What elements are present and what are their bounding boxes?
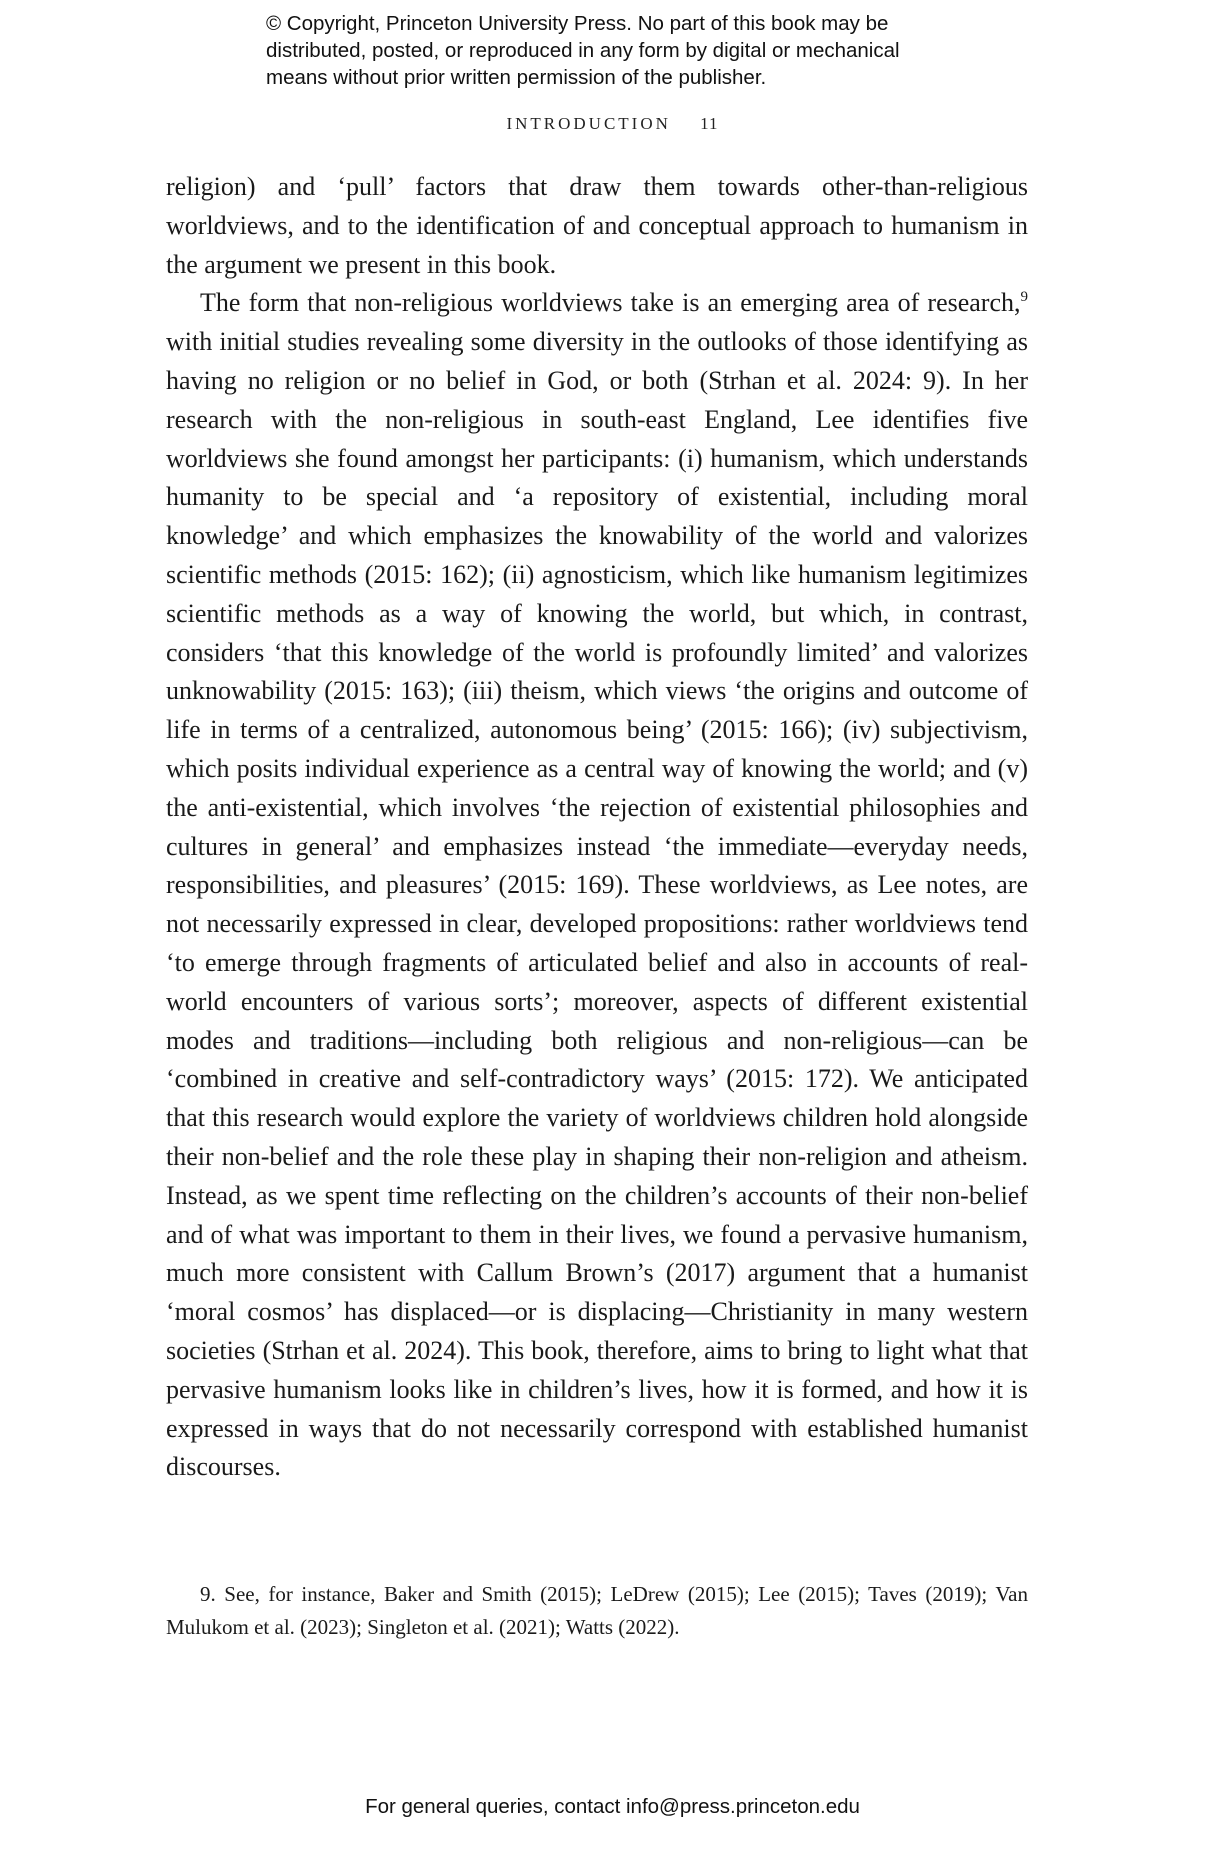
paragraph-text: The form that non-religious worldviews take is an emerging area of research, — [200, 288, 1021, 318]
running-head-title: INTRODUCTION — [506, 114, 671, 133]
paragraph: religion) and ‘pull’ factors that draw them towards other-than-religious worldviews, and to the identification of and conceptual approach to humanism in the argument we present in this book. — [166, 172, 1028, 279]
footnote: 9. See, for instance, Baker and Smith (2015); LeDrew (2015); Lee (2015); Taves (2019); Van Mulukom et al. (2023); Singleton et al. (2021); Watts (2022). — [166, 1582, 1028, 1639]
page-number: 11 — [700, 114, 719, 133]
copyright-line: distributed, posted, or reproduced in any form by digital or mechanical — [266, 39, 900, 62]
copyright-line: © Copyright, Princeton University Press. No part of this book may be — [266, 12, 889, 35]
running-head — [0, 114, 1225, 134]
body-text — [166, 168, 1028, 1487]
paragraph — [166, 284, 1028, 1487]
footnote-reference[interactable]: 9 — [1020, 289, 1028, 306]
copyright-line: means without prior written permission of the publisher. — [266, 66, 767, 89]
footer-contact: For general queries, contact info@press.princeton.edu — [365, 1795, 860, 1818]
copyright-notice — [266, 10, 1026, 91]
paragraph-text: with initial studies revealing some diversity in the outlooks of those identifying as having no religion or no belief in God, or both (Strhan et al. 2024: 9). In her research with the non-religious in south-east England, Lee identifies five worldviews she found amongst her participants: (i) humanism, which understands humanity to be special and ‘a repository of existential, including moral knowledge’ and which emphasizes the knowability of the world and valorizes scientific methods (2015: 162); (ii) agnosticism, which like humanism legitimizes scientific methods as a way of knowing the world, but which, in contrast, considers ‘that this knowledge of the world is profoundly limited’ and valorizes unknowability (2015: 163); (iii) theism, which views ‘the origins and outcome of life in terms of a centralized, autonomous being’ (2015: 166); (iv) subjectivism, which posits individual experience as a central way of knowing the world; and (v) the anti-existential, which involves ‘the rejection of existential philosophies and cultures in general’ and emphasizes instead ‘the immediate—everyday needs, responsibilities, and pleasures’ (2015: 169). These worldviews, as Lee notes, are not necessarily expressed in clear, developed propositions: rather worldviews tend ‘to emerge through fragments of articulated belief and also in accounts of real-world encounters of various sorts’; moreover, aspects of different existential modes and traditions—including both religious and non-religious—can be ‘combined in creative and self-contradictory ways’ (2015: 172). We anticipated that this research would explore the variety of worldviews children hold alongside their non-belief and the role these play in shaping their non-religion and atheism. Instead, as we spent time reflecting on the children’s accounts of their non-belief and of what was important to them in their lives, we found a pervasive humanism, much more consistent with Callum Brown’s (2017) argument that a humanist ‘moral cosmos’ has displaced—or is displacing—Christianity in many western societies (Strhan et al. 2024). This book, therefore, aims to bring to light what that pervasive humanism looks like in children’s lives, how it is formed, and how it is expressed in ways that do not necessarily correspond with established humanist discourses. — [166, 327, 1028, 1482]
